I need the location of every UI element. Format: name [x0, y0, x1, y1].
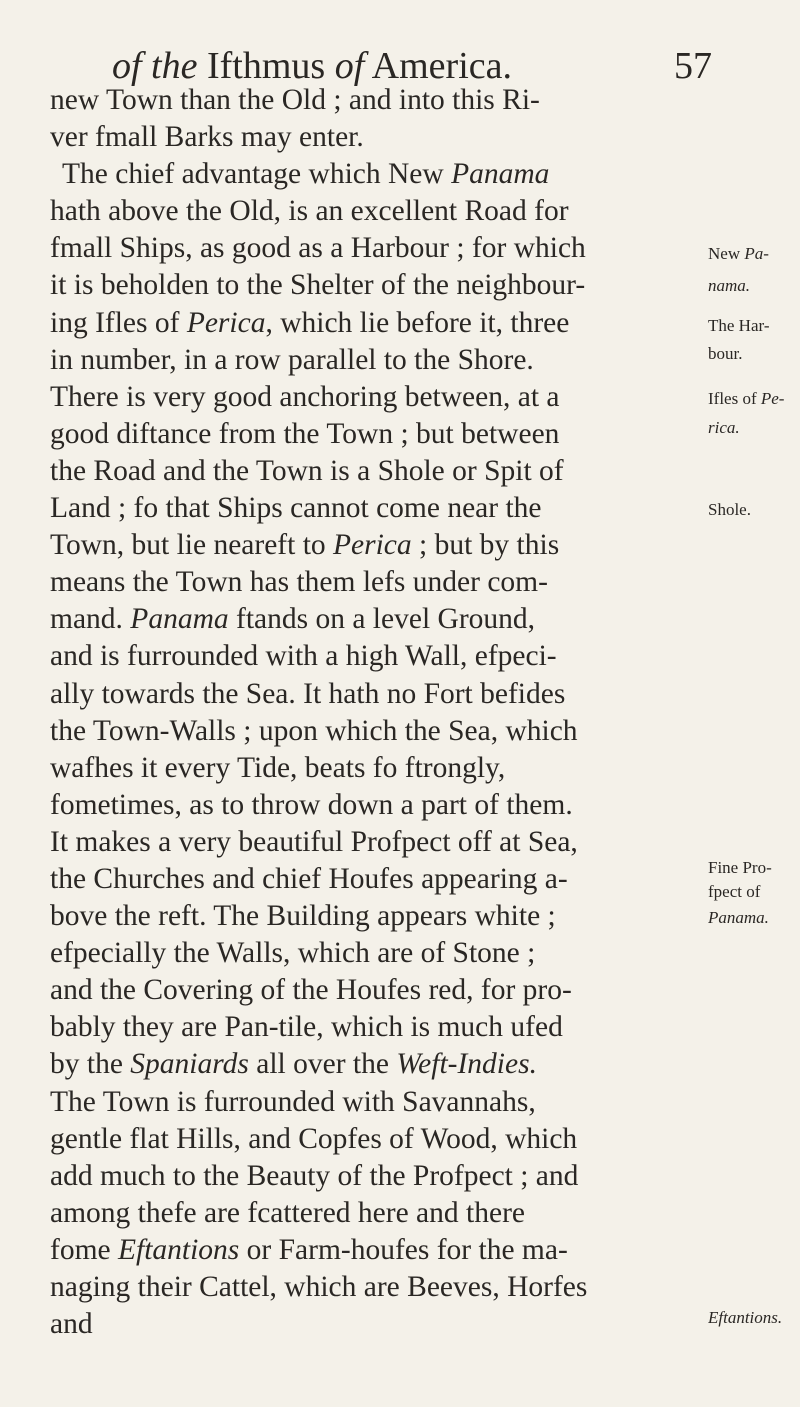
line-text: ing Ifles of	[50, 306, 187, 339]
margin-note-italic: Pe-	[760, 389, 785, 408]
title-of-the: of the	[112, 45, 198, 87]
line-text: ver fmall Barks may enter.	[50, 121, 364, 154]
line-text: fometimes, as to throw down a part of them.	[50, 788, 573, 821]
margin-note-isles-perica-2	[708, 418, 800, 437]
line-text: There is very good anchoring between, at a	[50, 380, 560, 413]
text-line	[50, 119, 700, 156]
margin-note-text: bour.	[708, 344, 743, 363]
margin-note-text: fpect of	[708, 882, 761, 901]
line-italic-text: Weft-Indies.	[396, 1048, 537, 1081]
line-text: the Town-Walls ; upon which the Sea, which	[50, 714, 578, 747]
text-line	[50, 490, 700, 527]
text-line	[50, 1158, 700, 1195]
text-line	[50, 1009, 700, 1046]
margin-note-text: Shole.	[708, 500, 751, 519]
text-line	[50, 824, 700, 861]
line-text: bably they are Pan-tile, which is much ufed	[50, 1011, 563, 1044]
line-italic-text: Perica	[333, 529, 412, 562]
line-text: fmall Ships, as good as a Harbour ; for which	[50, 232, 586, 265]
line-text: wafhes it every Tide, beats fo ftrongly,	[50, 751, 506, 784]
margin-note-text: New	[708, 244, 745, 263]
line-text: The Town is furrounded with Savannahs,	[50, 1085, 536, 1118]
text-line	[50, 638, 700, 675]
line-text: ftands on a level Ground,	[228, 603, 536, 636]
text-line	[50, 898, 700, 935]
margin-note-new-panama-1	[708, 244, 800, 263]
margin-note-italic: Pa-	[744, 244, 769, 263]
margin-note-italic: nama.	[708, 276, 751, 295]
line-italic-text: Panama	[130, 603, 229, 636]
margin-note-text: Fine Pro-	[708, 858, 772, 877]
margin-note-harbour-1	[708, 316, 800, 335]
text-line	[50, 416, 700, 453]
line-text: naging their Cattel, which are Beeves, Horfes	[50, 1271, 588, 1303]
margin-note-harbour-2	[708, 344, 800, 363]
text-line	[50, 750, 700, 787]
text-line	[50, 267, 700, 304]
text-line	[50, 787, 700, 824]
line-text: it is beholden to the Shelter of the neighbour-	[50, 269, 586, 302]
line-text: add much to the Beauty of the Profpect ; and	[50, 1159, 579, 1192]
line-text: Land ; fo that Ships cannot come near the	[50, 492, 542, 525]
title-america: America.	[364, 45, 512, 87]
line-text: mand.	[50, 603, 131, 636]
text-line	[50, 713, 700, 750]
line-text: gentle flat Hills, and Copfes of Wood, which	[50, 1122, 578, 1155]
line-text: and the Covering of the Houfes red, for pro-	[50, 974, 572, 1007]
text-line	[50, 1084, 700, 1121]
text-line	[50, 230, 700, 267]
text-line	[50, 935, 700, 972]
text-line	[50, 1046, 700, 1083]
text-line	[50, 1195, 700, 1232]
text-line	[50, 82, 700, 119]
line-italic-text: Panama	[451, 158, 550, 191]
text-line	[50, 861, 700, 898]
text-line	[50, 1121, 700, 1158]
line-italic-text: Eftantions	[118, 1233, 240, 1266]
line-text: by the	[50, 1048, 131, 1081]
line-text: , which lie before it, three	[265, 306, 570, 339]
text-line	[50, 305, 700, 342]
line-text: or Farm-houfes for the ma-	[239, 1233, 568, 1266]
line-text: efpecially the Walls, which are of Stone ;	[50, 937, 536, 970]
text-line	[50, 453, 700, 490]
margin-note-italic: rica.	[708, 418, 740, 437]
text-line	[50, 1269, 700, 1306]
margin-note-prospect-2	[708, 882, 800, 901]
line-text: Town, but lie neareft to	[50, 529, 334, 562]
margin-note-italic: Eftantions.	[708, 1308, 783, 1327]
line-text: means the Town has them lefs under com-	[50, 566, 548, 599]
line-text: good diftance from the Town ; but between	[50, 417, 560, 450]
line-text: and	[50, 1308, 93, 1341]
margin-note-estantions	[708, 1308, 800, 1327]
text-line	[50, 972, 700, 1009]
line-text: The chief advantage which New	[62, 158, 452, 191]
line-text: hath above the Old, is an excellent Road for	[50, 195, 569, 228]
margin-note-text: The Har-	[708, 316, 770, 335]
page-number: 57	[674, 45, 712, 87]
text-line	[50, 156, 700, 193]
line-text: in number, in a row parallel to the Shore.	[50, 343, 534, 376]
margin-note-prospect-3	[708, 908, 800, 927]
text-line	[50, 1306, 700, 1343]
line-text: and is furrounded with a high Wall, efpeci-	[50, 640, 557, 673]
margin-note-shole	[708, 500, 800, 519]
text-line	[50, 379, 700, 416]
line-text: new Town than the Old ; and into this Ri-	[50, 84, 540, 116]
line-text: It makes a very beautiful Profpect off at Sea,	[50, 825, 578, 858]
margin-note-new-panama-2	[708, 276, 800, 295]
body-text	[50, 82, 700, 1343]
text-line	[50, 564, 700, 601]
title-of: of	[334, 45, 365, 87]
text-line	[50, 676, 700, 713]
line-text: bove the reft. The Building appears white ;	[50, 900, 556, 933]
line-italic-text: Perica	[186, 306, 266, 339]
margin-note-text: Ifles of	[708, 389, 761, 408]
line-text: the Road and the Town is a Shole or Spit of	[50, 454, 564, 487]
title-isthmus: Ifthmus	[197, 45, 335, 87]
text-line	[50, 601, 700, 638]
margin-note-italic: Panama.	[708, 908, 769, 927]
margin-note-isles-perica-1	[708, 389, 800, 408]
line-text: fome	[50, 1233, 118, 1266]
line-text: ; but by this	[411, 529, 560, 562]
text-line	[50, 342, 700, 379]
margin-note-prospect-1	[708, 858, 800, 877]
line-text: the Churches and chief Houfes appearing a-	[50, 862, 568, 895]
text-line	[50, 527, 700, 564]
text-line	[50, 1232, 700, 1269]
text-line	[50, 193, 700, 230]
line-text: all over the	[248, 1048, 397, 1081]
line-text: among thefe are fcattered here and there	[50, 1196, 525, 1229]
line-italic-text: Spaniards	[130, 1048, 249, 1081]
line-text: ally towards the Sea. It hath no Fort befides	[50, 677, 566, 710]
